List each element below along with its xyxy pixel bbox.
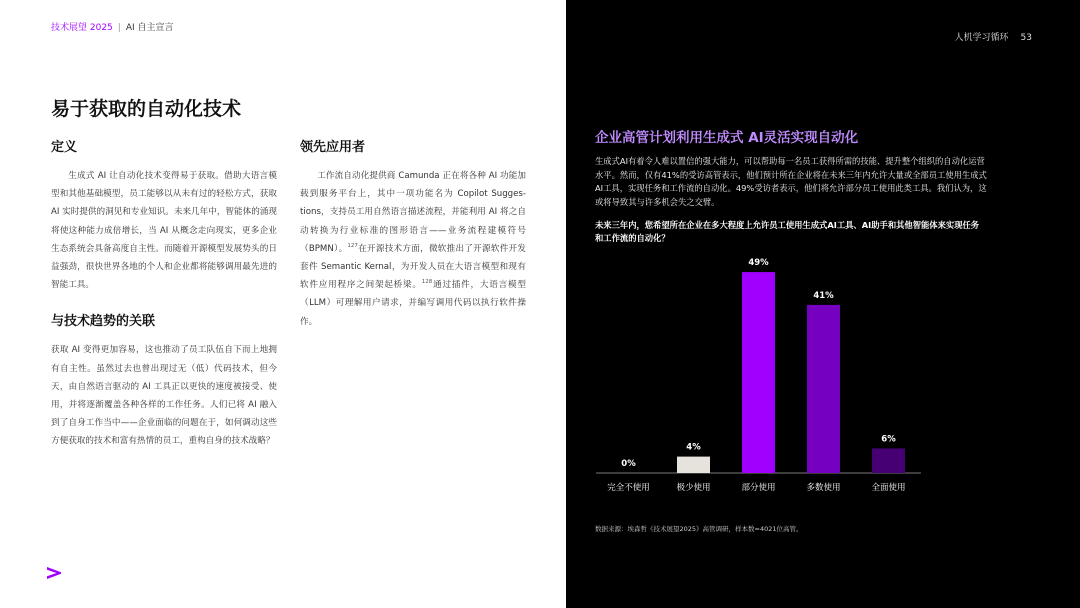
right-header (955, 30, 1032, 43)
category-label-5: 全面使用 (871, 483, 906, 493)
category-label-1: 完全不使用 (607, 483, 650, 493)
header-separator: | (117, 23, 121, 33)
definition-text: 生成式 AI 让自动化技术变得易于获取。借助大语言模型和其他基础模型，员工能够以从未有过的轻松方式，获取 AI 实时提供的洞见和专业知识。未来几年中，智能体的涌现将使这种能力成倍增长，当 AI 从概念走向现实，更多企业生态系统会具备高度自主性。而随着开源模型发展势头的日益强劲，很快世界各地的个人和企业都将能够调用最先进的智能工具。 (51, 171, 277, 291)
survey-question: 未来三年内，您希望所在企业在多大程度上允许员工使用生成式AI工具、AI助手和其他智能体来实现任务和工作流的自动化？ (595, 220, 980, 243)
chart-heading: 企业高管计划利用生成式 AI灵活实现自动化 (595, 130, 859, 146)
chart-intro-text: 生成式AI有着令人难以置信的强大能力，可以帮助每一名员工获得所需的技能、提升整个组织的自动化运营水平。然而，仅有41%的受访高管表示，他们预计所在企业将在未来三年内允许大量或全部员工使用生成式AI工具，实现任务和工作流的自动化。49%受访者表示，他们将允许部分员工使用此类工具。我们认为，这或将导致其与许多机会失之交臂。 (595, 156, 987, 207)
bar-4 (807, 305, 840, 473)
footnote-ref-128[interactable]: 128 (421, 279, 433, 286)
bar-3 (742, 272, 775, 473)
column-2 (300, 136, 526, 331)
data-label-1: 0% (621, 459, 636, 469)
data-label-2: 4% (686, 442, 701, 453)
trend-heading: 与技术趋势的关联 (51, 314, 156, 330)
bar-2 (677, 457, 710, 473)
category-label-2: 极少使用 (676, 483, 711, 493)
bar-5 (872, 448, 905, 473)
leading-text-a: 工作流自动化提供商 Camunda 正在将各种 AI 功能加载到服务平台上，其中一项功能名为 Copilot Suggestions，支持员工用自然语言描述流程，并能利用 AI 将之自动转换为行业标准的图形语言——业务流程建模符号（BPMN）。 (300, 171, 526, 254)
header-brand: 技术展望 2025 (51, 23, 113, 33)
leading-heading: 领先应用者 (300, 140, 366, 155)
accenture-logo-icon (46, 566, 62, 580)
page-title: 易于获取的自动化技术 (51, 98, 242, 120)
data-source: 数据来源：埃森哲《技术展望2025》高管调研，样本数=4021位高管。 (595, 525, 803, 533)
right-page (566, 0, 1080, 608)
category-label-4: 多数使用 (806, 483, 841, 493)
column-1 (51, 136, 277, 451)
data-label-5: 6% (881, 434, 896, 445)
category-label-3: 部分使用 (741, 483, 776, 493)
data-label-3: 49% (748, 258, 769, 269)
chapter-title: 人机学习循环 (954, 33, 1009, 43)
running-header (51, 20, 174, 33)
footnote-ref-127[interactable]: 127 (347, 242, 358, 249)
leading-text-c: 通过插件，大语言模型（LLM）可理解用户请求，并编写调用代码以执行软件操作。 (300, 280, 526, 327)
bar-chart (566, 250, 1080, 510)
leading-text (300, 167, 526, 331)
leading-text-b: 在开源技术方面，微软推出了开源软件开发套件 Semantic Kernal，为开发人员在大语言模型和现有软件应用程序之间架起桥梁。 (300, 243, 526, 291)
page-number: 53 (1020, 33, 1032, 43)
header-section: AI 自主宣言 (125, 23, 174, 33)
data-label-4: 41% (813, 290, 834, 301)
definition-heading: 定义 (51, 140, 78, 155)
trend-text: 获取 AI 变得更加容易，这也推动了员工队伍自下而上地拥有自主性。虽然过去也曾出现过无（低）代码技术，但今天，由自然语言驱动的 AI 工具正以更快的速度被接受、使用，并将逐渐覆盖各种各样的工作任务。人们已将 AI 融入到了自身工作当中——企业面临的问题在于，如何调动这些方便获取的技术和富有热情的员工，重构自身的技术战略？ (51, 345, 277, 447)
